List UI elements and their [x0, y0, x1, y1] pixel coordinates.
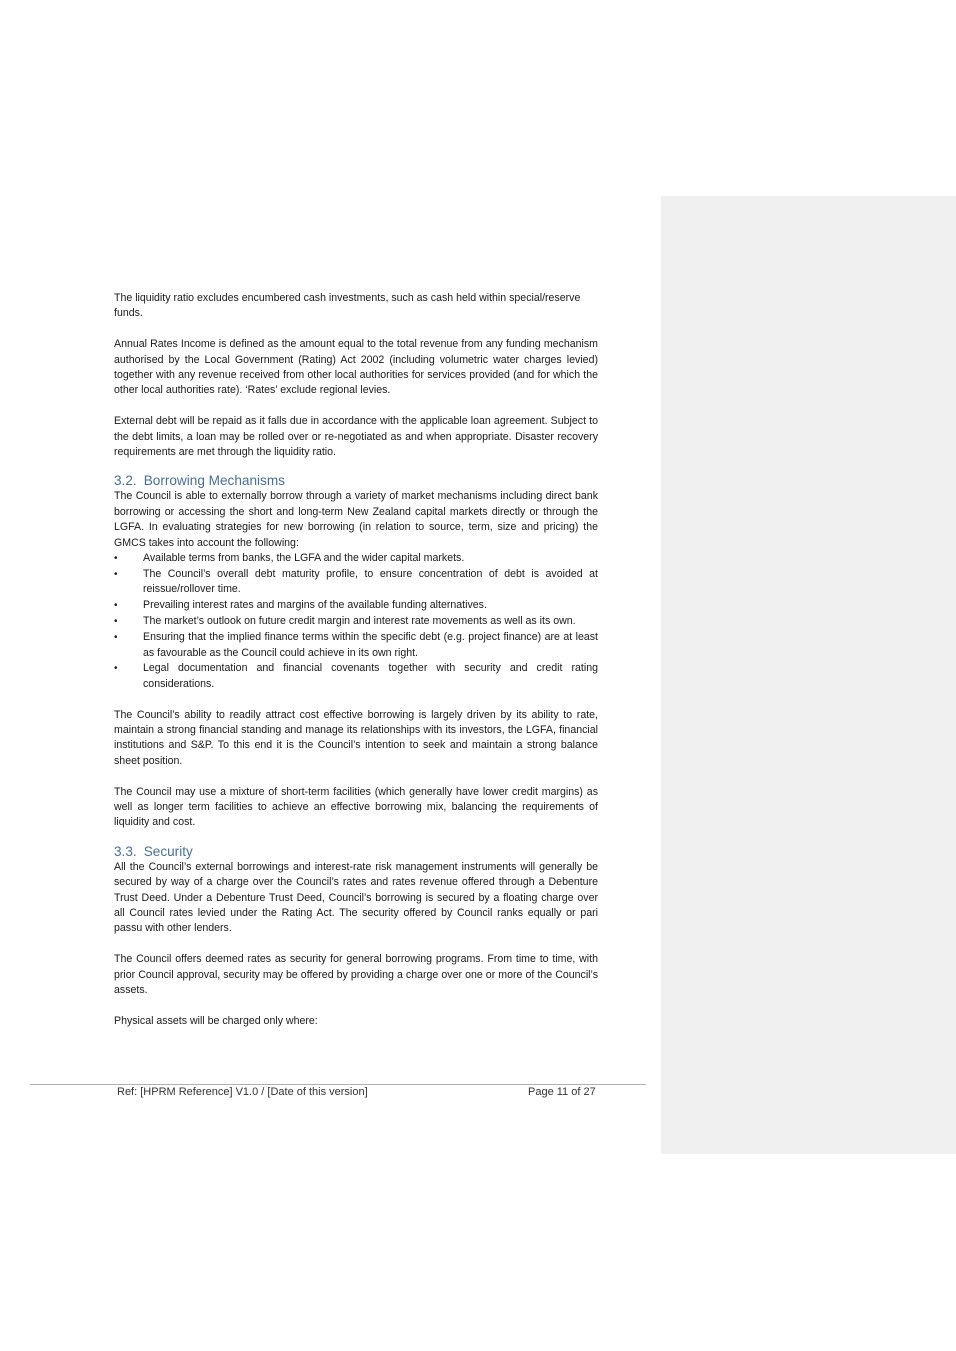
document-body	[114, 291, 598, 1029]
external-debt-paragraph: External debt will be repaid as it falls due in accordance with the applicable loan agreement. Subject to the debt limits, a loan may be rolled over or re-negotiated as and when appropriate. Disaster recovery requirements are met through the liquidity ratio.	[114, 415, 598, 459]
comment-pane	[661, 196, 956, 1154]
list-item-text: Available terms from banks, the LGFA and the wider capital markets.	[143, 552, 465, 565]
list-item	[114, 567, 598, 598]
section-title: Borrowing Mechanisms	[143, 473, 285, 489]
liquidity-ratio-paragraph: The liquidity ratio excludes encumbered cash investments, such as cash held within special/reserve funds.	[114, 292, 581, 320]
list-item	[114, 630, 598, 661]
borrowing-considerations-list	[114, 551, 598, 692]
facilities-mix-paragraph: The Council may use a mixture of short-term facilities (which generally have lower credit margins) as well as longer term facilities to achieve an effective borrowing mix, balancing the requirements of liquidity and cost.	[114, 785, 598, 829]
footer-reference: Ref: [HPRM Reference] V1.0 / [Date of this version]	[117, 1086, 368, 1098]
list-item	[114, 614, 598, 629]
bullet-icon: •	[114, 568, 118, 580]
bullet-icon: •	[114, 663, 118, 675]
list-item-text: The Council’s overall debt maturity profile, to ensure concentration of debt is avoided at reissue/rollover time.	[143, 567, 598, 596]
list-item	[114, 598, 598, 613]
annual-rates-paragraph: Annual Rates Income is defined as the amount equal to the total revenue from any funding mechanism authorised by the Local Government (Rating) Act 2002 (including volumetric water charges levied) together with any revenue received from other local authorities for services provided (and for which the other local authorities rate). ‘Rates’ exclude regional levies.	[114, 338, 598, 397]
deemed-rates-paragraph: The Council offers deemed rates as security for general borrowing programs. From time to time, with prior Council approval, security may be offered by providing a charge over one or more of the Council’s assets.	[114, 953, 598, 997]
physical-assets-paragraph: Physical assets will be charged only where:	[114, 1014, 318, 1027]
section-title: Security	[143, 843, 193, 859]
bullet-icon: •	[114, 632, 118, 644]
borrowing-ability-paragraph: The Council’s ability to readily attract cost effective borrowing is largely driven by its ability to rate, maintain a strong financial standing and manage its relationships with its investors, the LGFA, financial institutions and S&P. To this end it is the Council’s intention to seek and maintain a strong balance sheet position.	[114, 708, 598, 767]
page-number: Page 11 of 27	[528, 1086, 596, 1098]
list-item-text: The market’s outlook on future credit margin and interest rate movements as well as its own.	[143, 615, 576, 628]
section-heading-security	[114, 843, 598, 860]
section-number: 3.2.	[114, 473, 137, 489]
list-item-text: Legal documentation and financial covenants together with security and credit rating considerations.	[143, 662, 598, 690]
borrowing-intro-paragraph: The Council is able to externally borrow through a variety of market mechanisms including direct bank borrowing or accessing the short and long-term New Zealand capital markets directly or through the LGFA. In evaluating strategies for new borrowing (in relation to source, term, size and pricing) the GMCS takes into account the following:	[114, 490, 598, 549]
list-item-text: Ensuring that the implied finance terms within the specific debt (e.g. project finance) are at least as favourable as the Council could achieve in its own right.	[143, 631, 598, 659]
section-number: 3.3.	[114, 843, 137, 859]
list-item-text: Prevailing interest rates and margins of the available funding alternatives.	[143, 599, 487, 612]
bullet-icon: •	[114, 553, 118, 565]
list-item	[114, 661, 598, 692]
bullet-icon: •	[114, 616, 118, 628]
section-heading-borrowing-mechanisms	[114, 472, 598, 489]
bullet-icon: •	[114, 600, 118, 612]
security-paragraph: All the Council’s external borrowings and interest-rate risk management instruments will generally be secured by way of a charge over the Council’s rates and rates revenue offered through a Debenture Trust Deed. Under a Debenture Trust Deed, Council’s borrowing is secured by a floating charge over all Council rates levied under the Rating Act. The security offered by Council ranks equally or pari passu with other lenders.	[114, 860, 598, 935]
list-item	[114, 551, 598, 566]
